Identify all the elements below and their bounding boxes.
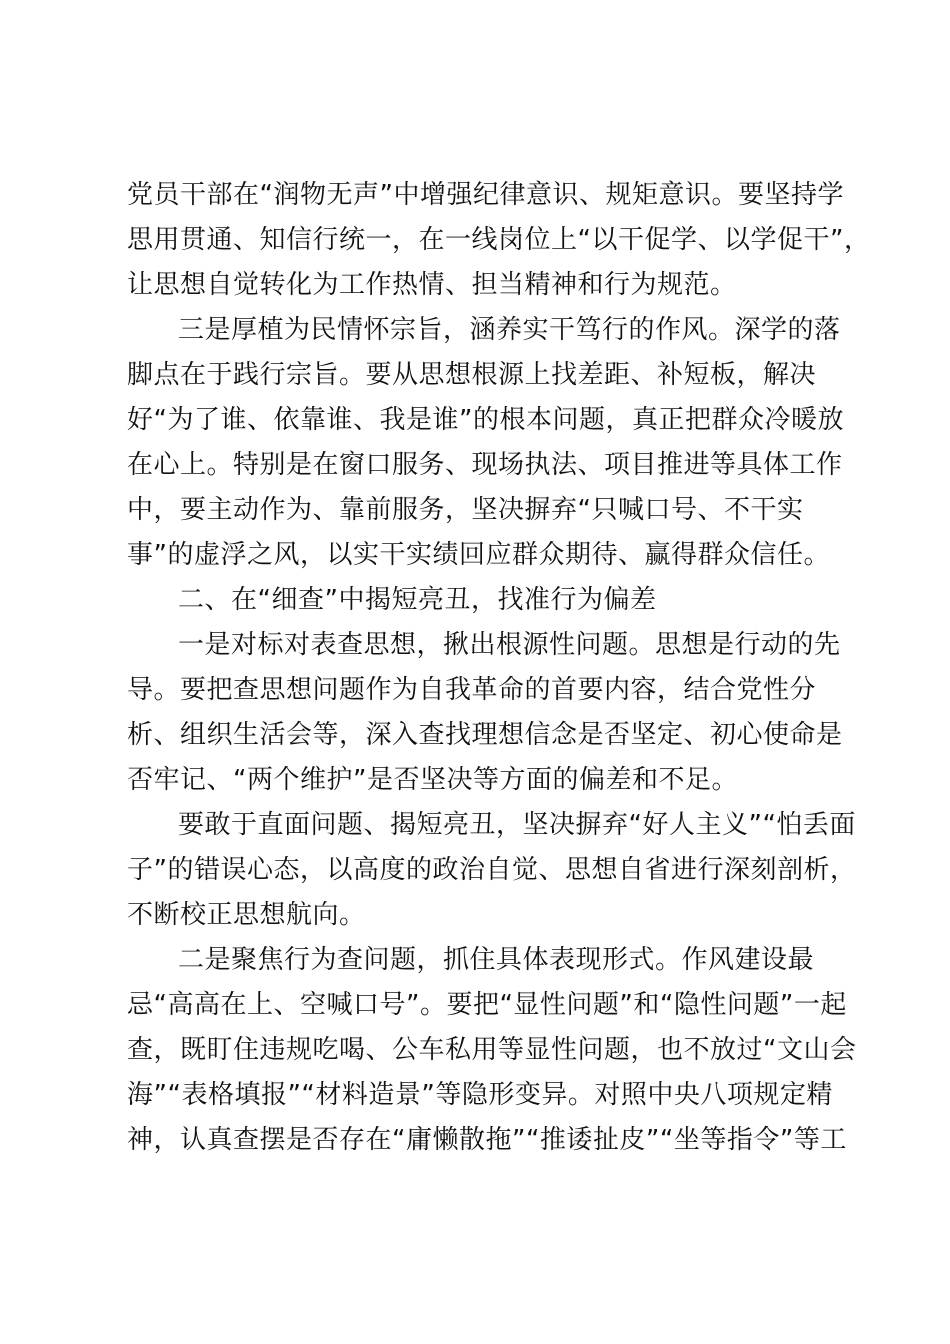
paragraph-first-line: 一是对标对表查思想，揪出根源性问题。思想是行动的先 bbox=[178, 630, 841, 660]
text-line: 否牢记、“两个维护”是否坚决等方面的偏差和不足。 bbox=[127, 765, 738, 795]
text-line: 好“为了谁、依靠谁、我是谁”的根本问题，真正把群众冷暖放 bbox=[127, 405, 844, 435]
text-line: 忌“高高在上、空喊口号”。要把“显性问题”和“隐性问题”一起 bbox=[127, 990, 847, 1020]
paragraph-first-line: 三是厚植为民情怀宗旨，涵养实干笃行的作风。深学的落 bbox=[178, 315, 841, 345]
text-line: 不断校正思想航向。 bbox=[127, 900, 366, 930]
text-line: 让思想自觉转化为工作热情、担当精神和行为规范。 bbox=[127, 270, 737, 300]
text-line: 事”的虚浮之风，以实干实绩回应群众期待、赢得群众信任。 bbox=[127, 540, 830, 570]
paragraph-first-line: 二是聚焦行为查问题，抓住具体表现形式。作风建设最 bbox=[178, 945, 815, 975]
text-line: 子”的错误心态，以高度的政治自觉、思想自省进行深刻剖析， bbox=[127, 855, 857, 885]
text-line: 在心上。特别是在窗口服务、现场执法、项目推进等具体工作 bbox=[127, 450, 843, 480]
text-line: 脚点在于践行宗旨。要从思想根源上找差距、补短板，解决 bbox=[127, 360, 817, 390]
text-line: 析、组织生活会等，深入查找理想信念是否坚定、初心使命是 bbox=[127, 720, 843, 750]
section-heading: 二、在“细查”中揭短亮丑，找准行为偏差 bbox=[178, 585, 657, 615]
text-line: 导。要把查思想问题作为自我革命的首要内容，结合党性分 bbox=[127, 675, 817, 705]
text-line: 海”“表格填报”“材料造景”等隐形变异。对照中央八项规定精 bbox=[127, 1080, 833, 1110]
text-line: 查，既盯住违规吃喝、公车私用等显性问题，也不放过“文山会 bbox=[127, 1035, 857, 1065]
text-line: 党员干部在“润物无声”中增强纪律意识、规矩意识。要坚持学 bbox=[127, 180, 844, 210]
paragraph-first-line: 要敢于直面问题、揭短亮丑，坚决摒弃“好人主义”“怕丢面 bbox=[178, 810, 856, 840]
text-line: 思用贯通、知信行统一，在一线岗位上“以干促学、以学促干”， bbox=[127, 225, 871, 255]
text-line: 中，要主动作为、靠前服务，坚决摒弃“只喊口号、不干实 bbox=[127, 495, 804, 525]
text-line: 神，认真查摆是否存在“庸懒散拖”“推诿扯皮”“坐等指令”等工 bbox=[127, 1125, 847, 1155]
